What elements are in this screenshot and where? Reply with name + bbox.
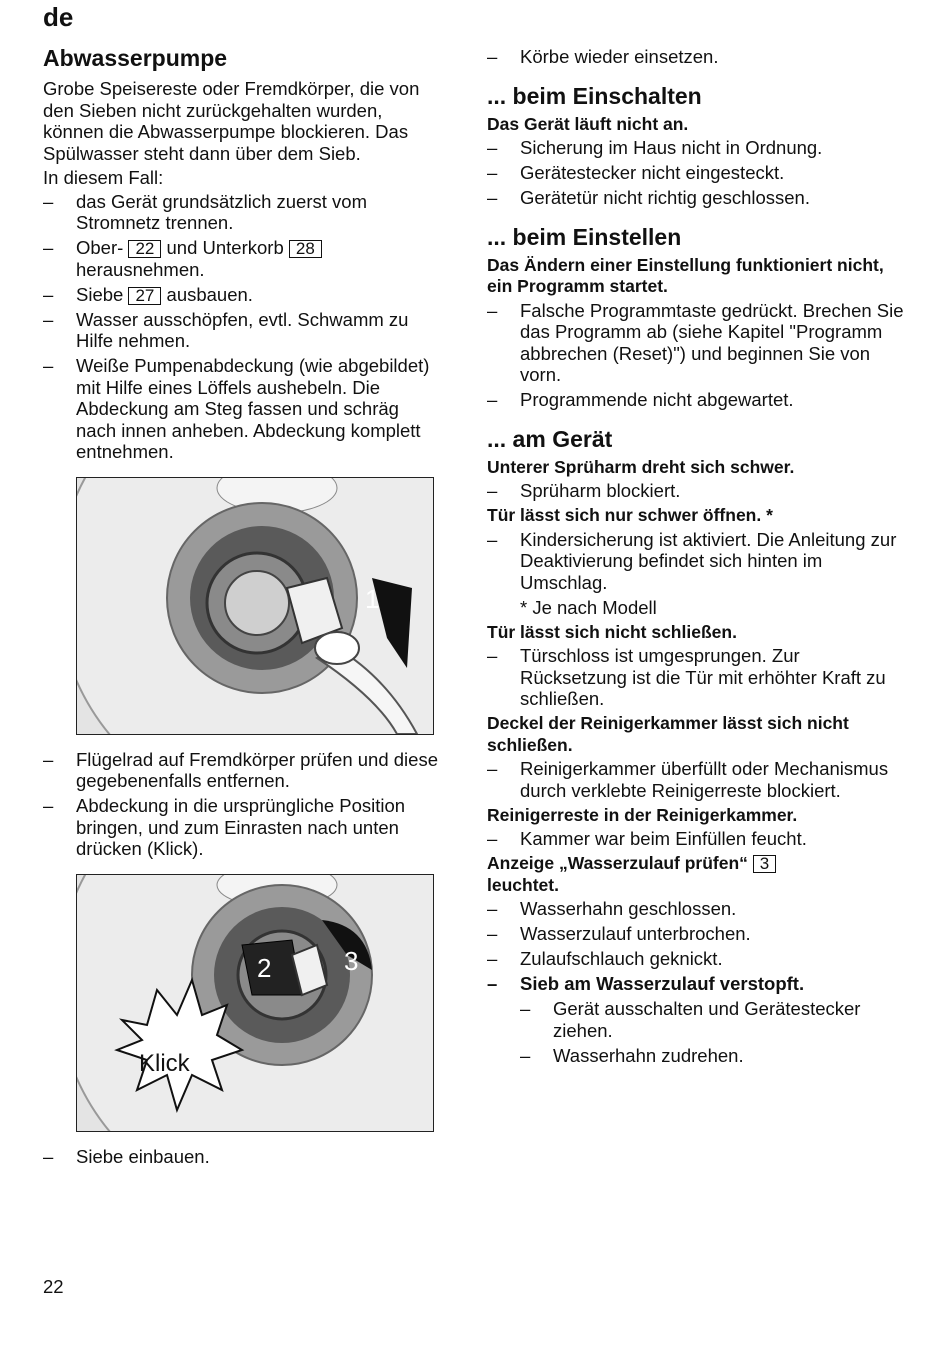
problem-heading: Deckel der Reinigerkammer lässt sich nicht schließen.: [487, 713, 849, 755]
problem-heading: Tür lässt sich nur schwer öffnen. *: [487, 505, 773, 525]
problem-heading: Reinigerreste in der Reinigerkammer.: [487, 804, 798, 825]
steps-list-2: [43, 749, 443, 860]
causes-list: [487, 758, 907, 801]
list-item: – Sprüharm blockiert.: [487, 480, 907, 502]
intro-text: Grobe Speisereste oder Fremdkörper, die von den Sieben nicht zurückgehalten wurden, können die Abwasserpumpe blockieren. Das Spülwasser steht dann über dem Sieb.: [43, 78, 420, 164]
list-item: – Wasser ausschöpfen, evtl. Schwamm zu Hilfe nehmen.: [43, 309, 443, 352]
causes-list: [487, 480, 907, 502]
list-item: – Gerätetür nicht richtig geschlossen.: [487, 187, 907, 209]
causes-list: [487, 828, 907, 850]
list-item: – Zulaufschlauch geknickt.: [487, 948, 907, 970]
list-item: – Kammer war beim Einfüllen feucht.: [487, 828, 907, 850]
causes-list: [487, 137, 907, 209]
list-item: – Siebe 27 ausbauen.: [43, 284, 443, 306]
step-label-2: 2: [257, 952, 272, 983]
page-number: 22: [43, 1276, 64, 1297]
right-column: [487, 46, 907, 1070]
list-item: – Wasserzulauf unterbrochen.: [487, 923, 907, 945]
step-label-3: 3: [344, 945, 359, 976]
list-item: – Sicherung im Haus nicht in Ordnung.: [487, 137, 907, 159]
list-item: – Weiße Pumpenabdeckung (wie abgebildet) mit Hilfe eines Löffels aushebeln. Die Abdeckung am Steg fassen und schräg nach innen anheben. Abdeckung komplett entnehmen.: [43, 355, 443, 463]
causes-list: [487, 645, 907, 710]
list-item: – Kindersicherung ist aktiviert. Die Anleitung zur Deaktivierung befindet sich hinten im Umschlag.: [487, 529, 907, 594]
step-label-1: 1: [365, 583, 380, 614]
list-item: – Siebe einbauen.: [43, 1146, 443, 1168]
left-column: [43, 44, 443, 1171]
list-item: – Ober- 22 und Unterkorb 28 herausnehmen.: [43, 237, 443, 280]
causes-list: [487, 898, 907, 1066]
ref-box: 3: [753, 855, 776, 873]
section-title-einschalten: ... beim Einschalten: [487, 82, 702, 109]
list-item: – Flügelrad auf Fremdkörper prüfen und diese gegebenenfalls entfernen.: [43, 749, 443, 792]
list-item: – Falsche Programmtaste gedrückt. Brechen Sie das Programm ab (siehe Kapitel "Programm abbrechen (Reset)") und beginnen Sie von vorn.: [487, 300, 907, 386]
klick-label: Klick: [139, 1049, 190, 1077]
steps-list-1: [43, 191, 443, 463]
continued-list: [487, 46, 907, 68]
pump-cover-removal-illustration: [76, 477, 434, 735]
list-item: – Gerät ausschalten und Gerätestecker ziehen.: [487, 998, 907, 1041]
steps-list-3: [43, 1146, 443, 1168]
problem-heading: Das Gerät läuft nicht an.: [487, 113, 689, 134]
list-item: – Körbe wieder einsetzen.: [487, 46, 907, 68]
list-item: – Sieb am Wasserzulauf verstopft.: [487, 973, 907, 995]
section-title-abwasserpumpe: Abwasserpumpe: [43, 45, 228, 71]
list-item: – Reinigerkammer überfüllt oder Mechanismus durch verklebte Reinigerreste blockiert.: [487, 758, 907, 801]
causes-list: [487, 529, 907, 619]
ref-box: 27: [128, 287, 161, 305]
ref-box: 28: [289, 240, 322, 258]
pump-cover-insertion-illustration: [76, 874, 434, 1132]
list-item: – Abdeckung in die ursprüngliche Position bringen, und zum Einrasten nach unten drücken (Klick).: [43, 795, 443, 860]
causes-list: [487, 300, 907, 411]
problem-heading: Das Ändern einer Einstellung funktioniert nicht, ein Programm startet.: [487, 254, 884, 296]
list-item: – Wasserhahn zudrehen.: [487, 1045, 907, 1067]
case-text: In diesem Fall:: [43, 167, 164, 188]
problem-heading: Unterer Sprüharm dreht sich schwer.: [487, 456, 795, 477]
problem-heading: Tür lässt sich nicht schließen.: [487, 621, 737, 642]
list-item: – Gerätestecker nicht eingesteckt.: [487, 162, 907, 184]
language-tag: de: [43, 2, 74, 32]
ref-box: 22: [128, 240, 161, 258]
list-item: – das Gerät grundsätzlich zuerst vom Stromnetz trennen.: [43, 191, 443, 234]
list-item: – Türschloss ist umgesprungen. Zur Rücksetzung ist die Tür mit erhöhter Kraft zu schließen.: [487, 645, 907, 710]
section-title-am-geraet: ... am Gerät: [487, 425, 613, 452]
section-title-einstellen: ... beim Einstellen: [487, 223, 682, 250]
problem-heading: Anzeige „Wasserzulauf prüfen“ 3 leuchtet.: [487, 853, 907, 896]
list-item: – Programmende nicht abgewartet.: [487, 389, 907, 411]
footnote: * Je nach Modell: [520, 596, 657, 618]
list-item: – Wasserhahn geschlossen.: [487, 898, 907, 920]
